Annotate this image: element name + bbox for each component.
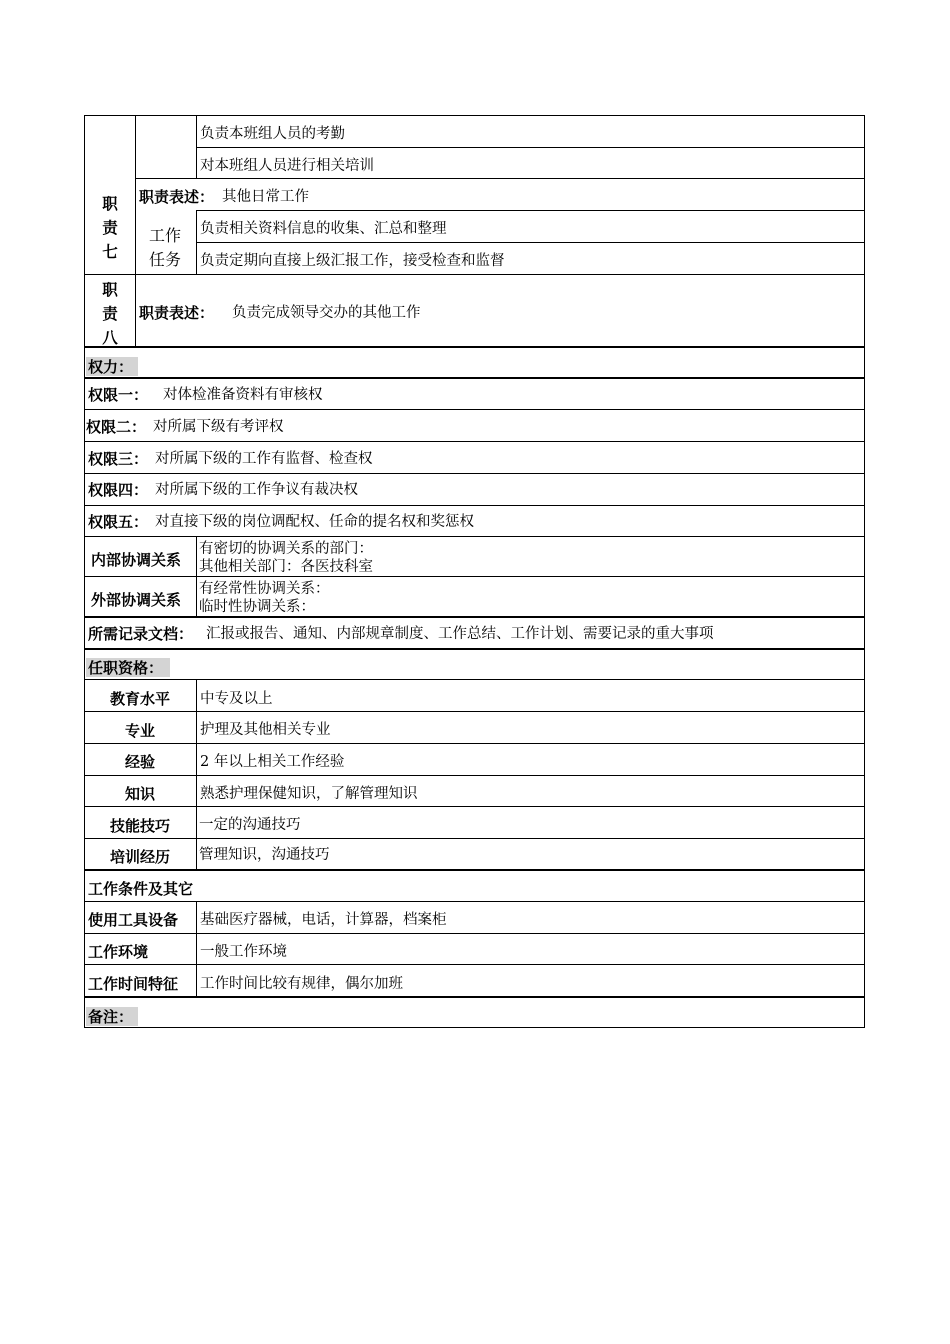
duty-8-label: 职 责 八 xyxy=(102,281,118,347)
condition-label: 使用工具设备 xyxy=(88,911,179,929)
qualification-label: 专业 xyxy=(124,722,155,740)
condition-value: 基础医疗器械，电话，计算器，档案柜 xyxy=(200,912,447,928)
external-relations-label: 外部协调关系 xyxy=(91,591,182,609)
task-item: 负责定期向直接上级汇报工作，接受检查和监督 xyxy=(200,253,505,269)
condition-label: 工作时间特征 xyxy=(88,975,179,993)
duty-description-label: 职责表述： xyxy=(139,304,215,322)
conditions-heading: 工作条件及其它 xyxy=(88,880,194,898)
power-text: 对体检准备资料有审核权 xyxy=(163,387,323,403)
internal-relations-line: 有密切的协调关系的部门： xyxy=(199,541,373,557)
power-text: 对所属下级的工作争议有裁决权 xyxy=(155,482,358,498)
duty-description-text: 其他日常工作 xyxy=(222,189,309,205)
qualification-value: 2 年以上相关工作经验 xyxy=(200,754,345,770)
power-text: 对所属下级的工作有监督、检查权 xyxy=(155,451,373,467)
condition-value: 一般工作环境 xyxy=(200,944,287,960)
powers-heading: 权力： xyxy=(88,358,134,376)
qualifications-heading: 任职资格： xyxy=(88,659,164,677)
power-label: 权限五： xyxy=(88,513,149,531)
task-item: 负责本班组人员的考勤 xyxy=(200,126,345,142)
external-relations-line: 临时性协调关系： xyxy=(199,599,315,615)
qualification-value: 一定的沟通技巧 xyxy=(199,817,301,833)
work-task-label: 工作 任务 xyxy=(149,226,182,269)
power-label: 权限三： xyxy=(88,450,149,468)
qualification-value: 熟悉护理保健知识，了解管理知识 xyxy=(200,786,418,802)
power-label: 权限四： xyxy=(88,481,149,499)
power-text: 对所属下级有考评权 xyxy=(153,419,284,435)
task-item: 负责相关资料信息的收集、汇总和整理 xyxy=(200,221,447,237)
external-relations-line: 有经常性协调关系： xyxy=(199,581,330,597)
qualification-value: 管理知识，沟通技巧 xyxy=(199,847,330,863)
power-text: 对直接下级的岗位调配权、任命的提名权和奖惩权 xyxy=(155,514,474,530)
qualification-label: 培训经历 xyxy=(109,848,170,866)
duty-7-label: 职 责 七 xyxy=(102,195,118,261)
records-label: 所需记录文档： xyxy=(88,625,194,643)
qualification-label: 教育水平 xyxy=(109,690,170,708)
qualification-label: 知识 xyxy=(124,785,155,803)
condition-value: 工作时间比较有规律，偶尔加班 xyxy=(200,976,403,992)
records-text: 汇报或报告、通知、内部规章制度、工作总结、工作计划、需要记录的重大事项 xyxy=(206,626,714,642)
power-label: 权限一： xyxy=(88,386,149,404)
power-label: 权限二： xyxy=(86,418,147,436)
condition-label: 工作环境 xyxy=(88,943,149,961)
task-item: 对本班组人员进行相关培训 xyxy=(200,158,374,174)
internal-relations-label: 内部协调关系 xyxy=(91,551,182,569)
duty-description-label: 职责表述： xyxy=(139,188,215,206)
qualification-value: 护理及其他相关专业 xyxy=(200,722,331,738)
qualification-label: 技能技巧 xyxy=(109,817,170,835)
duty-description-text: 负责完成领导交办的其他工作 xyxy=(232,305,421,321)
qualification-label: 经验 xyxy=(124,753,155,771)
internal-relations-line: 其他相关部门：各医技科室 xyxy=(199,559,373,575)
qualification-value: 中专及以上 xyxy=(200,691,273,707)
remarks-label: 备注： xyxy=(88,1008,134,1026)
